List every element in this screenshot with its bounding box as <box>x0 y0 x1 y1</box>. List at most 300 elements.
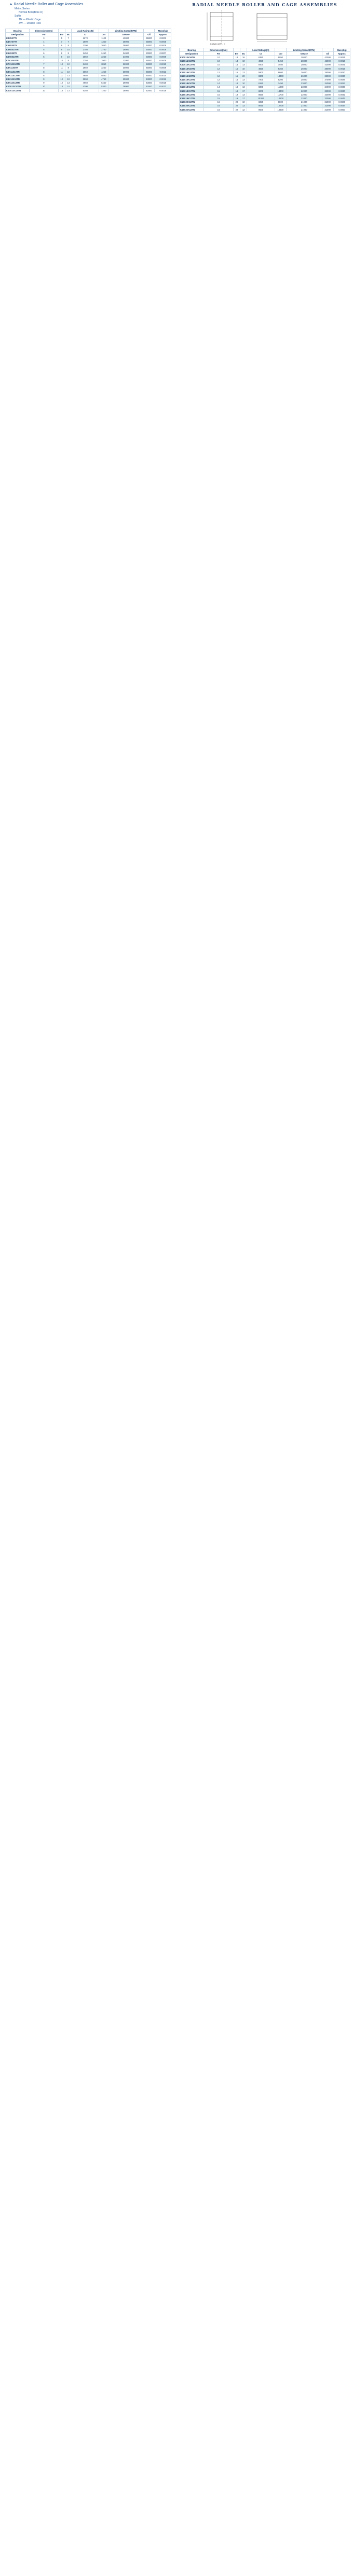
table-cell: 4950 <box>72 81 99 85</box>
table-cell: 54000 <box>143 47 155 51</box>
table-row <box>6 51 171 55</box>
bearing-designation: K10X13X16TN <box>180 56 204 59</box>
table-cell: 16 <box>240 56 247 59</box>
table-cell: 6850 <box>247 100 275 104</box>
table-cell: 15 <box>204 93 233 97</box>
table-cell: 15 <box>233 66 240 70</box>
table-cell: 34000 <box>322 85 333 89</box>
table-cell: 7 <box>58 40 65 44</box>
table-cell: 16 <box>204 104 233 107</box>
bearing-designation: K7X10X8TN <box>6 59 30 62</box>
table-cell: 3400 <box>72 62 99 66</box>
table-cell: 19 <box>233 97 240 100</box>
note-item: ZW — Double Row <box>19 22 41 25</box>
table-row <box>180 85 350 89</box>
table-row <box>180 82 350 85</box>
banner-title: RADIAL NEEDLE ROLLER AND CAGE ASSEMBLIES <box>192 2 337 7</box>
table-cell: 10 <box>30 89 58 92</box>
table-cell: 12 <box>58 81 65 85</box>
section-notes <box>15 7 171 25</box>
table-cell: 50000 <box>143 55 155 59</box>
table-cell: 3250 <box>99 66 108 70</box>
table-cell: 30000 <box>108 66 143 70</box>
column-subheader: Cr <box>247 52 275 56</box>
column-subheader: Designation <box>6 33 30 36</box>
table-cell: 65000 <box>143 36 155 40</box>
bearing-designation: K12X16X13TN <box>180 78 204 82</box>
table-row <box>6 81 171 85</box>
bearing-designation: K15X18X17TN <box>180 89 204 93</box>
table-cell: 31000 <box>322 104 333 107</box>
table-cell: 12 <box>204 71 233 74</box>
table-cell: 12 <box>204 74 233 78</box>
table-cell: 26000 <box>286 74 322 78</box>
table-cell: 11 <box>58 66 65 70</box>
table-cell: 8550 <box>247 93 275 97</box>
table-row <box>6 77 171 81</box>
table-cell: 7200 <box>99 89 108 92</box>
table-cell: 45000 <box>143 66 155 70</box>
table-cell: 31000 <box>322 100 333 104</box>
table-cell: 29000 <box>108 81 143 85</box>
table-row <box>180 100 350 104</box>
column-subheader: Grease <box>108 33 143 36</box>
table-cell: 10 <box>65 47 71 51</box>
table-cell: 3650 <box>72 70 99 74</box>
table-cell: 10 <box>58 59 65 62</box>
table-cell: 0.0010 <box>155 62 171 66</box>
table-cell: 8 <box>65 66 71 70</box>
table-cell: 15 <box>233 71 240 74</box>
table-cell: 23000 <box>286 85 322 89</box>
table-cell: 0.0008 <box>155 59 171 62</box>
table-cell: 33000 <box>322 97 333 100</box>
column-header <box>322 48 333 52</box>
table-cell: 0.0005 <box>155 40 171 44</box>
table-cell: 10 <box>204 63 233 66</box>
table-cell: 3 <box>30 36 58 40</box>
table-cell: 13 <box>240 85 247 89</box>
table-cell: 18 <box>233 85 240 89</box>
table-cell: 1350 <box>99 40 108 44</box>
column-subheader: Fw <box>30 33 58 36</box>
table-cell: 22000 <box>286 97 322 100</box>
table-cell: 10 <box>65 77 71 81</box>
table-cell: 7200 <box>247 78 275 82</box>
column-subheader: Grease <box>286 52 322 56</box>
column-header <box>275 48 286 52</box>
bearing-designation: K8X11X8TN <box>6 66 30 70</box>
table-cell: 45000 <box>143 70 155 74</box>
table-cell: 8 <box>30 70 58 74</box>
table-cell: 15 <box>204 97 233 100</box>
table-row <box>6 55 171 59</box>
table-row <box>180 66 350 70</box>
note-item: Metric Series <box>15 7 30 10</box>
bearing-designation: K14X18X10TN <box>180 82 204 85</box>
note-item: Normal Bore(Bore D) <box>19 11 43 14</box>
column-header: Load Ratings(N) <box>247 48 275 52</box>
table-cell: 0.0023 <box>333 82 350 85</box>
table-cell: 3050 <box>72 55 99 59</box>
bearing-designation: K8X11X10TN <box>6 70 30 74</box>
table-cell: 12 <box>240 108 247 112</box>
table-cell: 8 <box>65 59 71 62</box>
table-cell: 3250 <box>99 55 108 59</box>
table-cell: 14 <box>233 63 240 66</box>
table-cell: 0.0014 <box>155 74 171 77</box>
table-cell: 0.0008 <box>155 47 171 51</box>
table-cell: 13 <box>65 89 71 92</box>
table-row <box>180 59 350 63</box>
column-subheader: Cor <box>99 33 108 36</box>
bearing-designation: K14X18X13TN <box>180 85 204 89</box>
section-title: ▸ Radial Needle Roller and Cage Assemblies <box>10 3 84 6</box>
table-cell: 2750 <box>72 47 99 51</box>
table-cell: 38000 <box>108 40 143 44</box>
table-cell: 2750 <box>72 59 99 62</box>
table-cell: 0.0015 <box>333 66 350 70</box>
table-cell: 28000 <box>286 63 322 66</box>
bearing-designation: K12X15X10TN <box>180 66 204 70</box>
table-cell: 0.0012 <box>155 77 171 81</box>
table-cell: 9050 <box>275 56 286 59</box>
table-cell: 13 <box>58 89 65 92</box>
table-cell: 28000 <box>108 85 143 88</box>
table-cell: 36000 <box>108 44 143 47</box>
spec-table <box>5 29 171 92</box>
table-cell: 7 <box>65 40 71 44</box>
table-row <box>180 93 350 97</box>
column-header: Mass(kg) <box>333 48 350 52</box>
table-cell: 50000 <box>143 51 155 55</box>
bearing-designation: K16X20X10TN <box>180 100 204 104</box>
table-cell: 9 <box>30 81 58 85</box>
table-cell: 28000 <box>286 56 322 59</box>
table-cell: 54000 <box>143 44 155 47</box>
bearing-designation: K6X9X10TN <box>6 55 30 59</box>
table-row <box>6 59 171 62</box>
table-cell: 9050 <box>247 104 275 107</box>
table-cell: 38000 <box>322 66 333 70</box>
table-cell: 43000 <box>143 77 155 81</box>
table-cell: 13 <box>240 104 247 107</box>
table-cell: 15 <box>204 89 233 93</box>
table-cell: 13 <box>233 56 240 59</box>
table-cell: 2200 <box>72 44 99 47</box>
table-cell: 4750 <box>99 77 108 81</box>
table-cell: 14 <box>204 85 233 89</box>
table-cell: 8 <box>65 44 71 47</box>
table-cell: 9 <box>58 51 65 55</box>
table-cell: 42000 <box>322 59 333 63</box>
bearing-designation: K5X8X8TN <box>6 44 30 47</box>
table-cell: 45000 <box>143 74 155 77</box>
table-cell: 0.0050 <box>333 108 350 112</box>
table-cell: 10 <box>240 100 247 104</box>
table-cell: 28000 <box>108 89 143 92</box>
column-subheader: Cr <box>72 33 99 36</box>
table-cell: 43000 <box>108 36 143 40</box>
table-cell: 22000 <box>286 93 322 97</box>
table-cell: 2950 <box>72 66 99 70</box>
table-cell: 0.0030 <box>333 89 350 93</box>
bearing-designation: K10X14X13TN <box>180 63 204 66</box>
table-cell: 0.0016 <box>155 81 171 85</box>
table-cell: 13 <box>58 85 65 88</box>
table-row <box>6 40 171 44</box>
table-cell: 13400 <box>275 89 286 93</box>
table-cell: 12700 <box>275 104 286 107</box>
table-row <box>180 97 350 100</box>
table-cell: 11 <box>58 74 65 77</box>
table-cell: 14900 <box>275 97 286 100</box>
column-header: Load Ratings(N) <box>72 29 99 33</box>
table-cell: 13 <box>65 74 71 77</box>
table-cell: 8 <box>65 51 71 55</box>
table-cell: 56000 <box>143 40 155 44</box>
table-cell: 42000 <box>322 63 333 66</box>
table-cell: 4950 <box>247 59 275 63</box>
table-cell: 10 <box>65 55 71 59</box>
table-cell: 12 <box>58 77 65 81</box>
table-cell: 4650 <box>247 66 275 70</box>
section-1-left <box>5 2 171 92</box>
table-row <box>6 74 171 77</box>
table-cell: 32000 <box>108 59 143 62</box>
table-row <box>180 108 350 112</box>
table-cell: 18 <box>233 89 240 93</box>
table-cell: 0.0042 <box>333 97 350 100</box>
table-row <box>6 36 171 40</box>
bearing-designation: K8X11X13TN <box>6 74 30 77</box>
bearing-designation: K16X20X13TN <box>180 104 204 107</box>
table-cell: 8200 <box>247 89 275 93</box>
table-cell: 0.0011 <box>155 70 171 74</box>
table-cell: 0.0007 <box>155 51 171 55</box>
column-subheader: Ew <box>233 52 240 56</box>
table-cell: 2700 <box>99 47 108 51</box>
column-subheader: Oil <box>322 52 333 56</box>
table-cell: 8 <box>30 66 58 70</box>
table-cell: 48000 <box>143 59 155 62</box>
table-cell: 4 <box>30 40 58 44</box>
table-cell: 48000 <box>143 62 155 66</box>
table-cell: 0.0013 <box>155 85 171 88</box>
bearing-designation: K5X8X10TN <box>6 47 30 51</box>
table-cell: 16 <box>204 100 233 104</box>
table-cell: 30000 <box>108 74 143 77</box>
column-header <box>233 48 240 52</box>
table-row <box>6 66 171 70</box>
table-cell: 9200 <box>275 78 286 82</box>
column-header: Dimensions(mm) <box>204 48 233 52</box>
table-cell: 25000 <box>286 78 322 82</box>
table-cell: 26000 <box>286 66 322 70</box>
table-cell: 13 <box>240 93 247 97</box>
table-row <box>180 74 350 78</box>
table-cell: 0.0026 <box>333 100 350 104</box>
table-cell: 42000 <box>143 85 155 88</box>
column-subheader: Ew <box>58 33 65 36</box>
table-cell: 2450 <box>99 51 108 55</box>
table-cell: 0.0016 <box>333 59 350 63</box>
table-cell: 19 <box>233 93 240 97</box>
table-cell: 13 <box>240 63 247 66</box>
bearing-designation: K6X9X8TN <box>6 51 30 55</box>
table-cell: 0.0026 <box>333 78 350 82</box>
bearing-designation: K3X5X7TN <box>6 36 30 40</box>
table-cell: 28000 <box>286 59 322 63</box>
table-cell: 33000 <box>322 93 333 97</box>
table-cell: 38000 <box>322 71 333 74</box>
table-row <box>6 47 171 51</box>
table-cell: 5 <box>58 36 65 40</box>
bearing-designation: K16X22X12TN <box>180 108 204 112</box>
table-cell: 23000 <box>286 82 322 85</box>
column-subheader: Bc <box>240 52 247 56</box>
table-cell: 8 <box>58 47 65 51</box>
table-cell: 5900 <box>247 71 275 74</box>
bearing-designation: K15X19X13TN <box>180 93 204 97</box>
table-row <box>180 63 350 66</box>
table-cell: 0.0021 <box>333 56 350 59</box>
table-cell: 29000 <box>108 77 143 81</box>
column-subheader: Approx <box>333 52 350 56</box>
bearing-designation: K7X10X10TN <box>6 62 30 66</box>
table-cell: 5 <box>30 44 58 47</box>
table-cell: 0.0009 <box>155 55 171 59</box>
table-cell: 37000 <box>322 78 333 82</box>
table-cell: 10 <box>240 66 247 70</box>
table-cell: 42000 <box>143 89 155 92</box>
note-item: TN — Plastic Cage <box>19 18 41 21</box>
table-cell: 34000 <box>108 55 143 59</box>
column-subheader: Bc <box>65 33 71 36</box>
table-cell: 31000 <box>322 108 333 112</box>
table-cell: 0.0034 <box>333 104 350 107</box>
bearing-designation: K10X14X10TN <box>180 59 204 63</box>
column-subheader: Designation <box>180 52 204 56</box>
table-cell: 0.0020 <box>333 71 350 74</box>
column-header <box>65 29 71 33</box>
table-cell: 2050 <box>99 44 108 47</box>
table-cell: 7 <box>65 36 71 40</box>
column-header: Mass(kg) <box>155 29 171 33</box>
table-row <box>6 85 171 88</box>
table-cell: 5 <box>30 47 58 51</box>
column-header <box>143 29 155 33</box>
table-cell: 14 <box>204 82 233 85</box>
table-cell: 1270 <box>72 36 99 40</box>
table-row <box>180 56 350 59</box>
table-cell: 20 <box>240 74 247 78</box>
column-subheader: Cor <box>275 52 286 56</box>
table-cell: 10 <box>240 82 247 85</box>
table-cell: 17 <box>240 97 247 100</box>
table-cell: 43000 <box>143 81 155 85</box>
table-cell: 22000 <box>286 89 322 93</box>
table-row <box>6 70 171 74</box>
column-subheader: Oil <box>143 33 155 36</box>
table-cell: 9 <box>30 77 58 81</box>
table-cell: 11 <box>58 70 65 74</box>
column-header: Limiting Speed(RPM) <box>108 29 143 33</box>
table-cell: 10 <box>204 59 233 63</box>
table-cell: 0.0021 <box>333 63 350 66</box>
table-cell: 12 <box>204 78 233 82</box>
table-cell: 26000 <box>286 71 322 74</box>
bearing-designation: K9X12X10TN <box>6 77 30 81</box>
column-header <box>58 29 65 33</box>
column-header <box>240 48 247 52</box>
table-cell: 0.0009 <box>155 66 171 70</box>
bearing-designation: K10X13X10TN <box>6 85 30 88</box>
table-cell: 10 <box>58 62 65 66</box>
table-cell: 6350 <box>247 56 275 59</box>
table-cell: 4650 <box>72 74 99 77</box>
drawing-label: K (ZW) (ZW) / K <box>210 43 225 45</box>
table-cell: 0.0018 <box>155 89 171 92</box>
table-cell: 2450 <box>72 51 99 55</box>
table-cell: 34000 <box>108 51 143 55</box>
column-header: Dimensions(mm) <box>30 29 58 33</box>
table-cell: 3900 <box>72 77 99 81</box>
bearing-drawing <box>205 9 304 46</box>
table-cell: 21000 <box>286 108 322 112</box>
bearing-designation: K9X12X13TN <box>6 81 30 85</box>
table-cell: 6400 <box>247 63 275 66</box>
table-cell: 0.0032 <box>333 93 350 97</box>
table-cell: 10 <box>240 59 247 63</box>
table-cell: 4250 <box>99 70 108 74</box>
table-cell: 10 <box>65 70 71 74</box>
table-cell: 13 <box>240 71 247 74</box>
table-cell: 42000 <box>322 56 333 59</box>
column-subheader: Approx <box>155 33 171 36</box>
table-row <box>6 89 171 92</box>
table-cell: 32000 <box>108 62 143 66</box>
column-header: Bearing <box>180 48 204 52</box>
table-cell: 18 <box>233 82 240 85</box>
table-cell: 13400 <box>275 74 286 78</box>
table-row <box>180 71 350 74</box>
table-cell: 8300 <box>247 74 275 78</box>
table-cell: 8600 <box>275 71 286 74</box>
table-cell: 0.0030 <box>333 74 350 78</box>
table-cell: 5350 <box>72 89 99 92</box>
table-cell: 10 <box>65 85 71 88</box>
table-cell: 13 <box>240 78 247 82</box>
table-cell: 20 <box>233 100 240 104</box>
bearing-designation: K15X19X17TN <box>180 97 204 100</box>
table-cell: 10 <box>65 62 71 66</box>
table-cell: 3850 <box>99 62 108 66</box>
table-row <box>6 44 171 47</box>
table-cell: 20 <box>233 104 240 107</box>
table-cell: 6 <box>30 55 58 59</box>
table-cell: 8300 <box>247 85 275 89</box>
table-row <box>180 104 350 107</box>
table-cell: 7450 <box>275 82 286 85</box>
spec-table-right <box>179 48 350 112</box>
table-cell: 5300 <box>99 85 108 88</box>
column-subheader: Fw <box>204 52 233 56</box>
table-cell: 6150 <box>247 82 275 85</box>
table-cell: 21000 <box>286 100 322 104</box>
table-cell: 6450 <box>99 81 108 85</box>
table-cell: 7 <box>30 59 58 62</box>
